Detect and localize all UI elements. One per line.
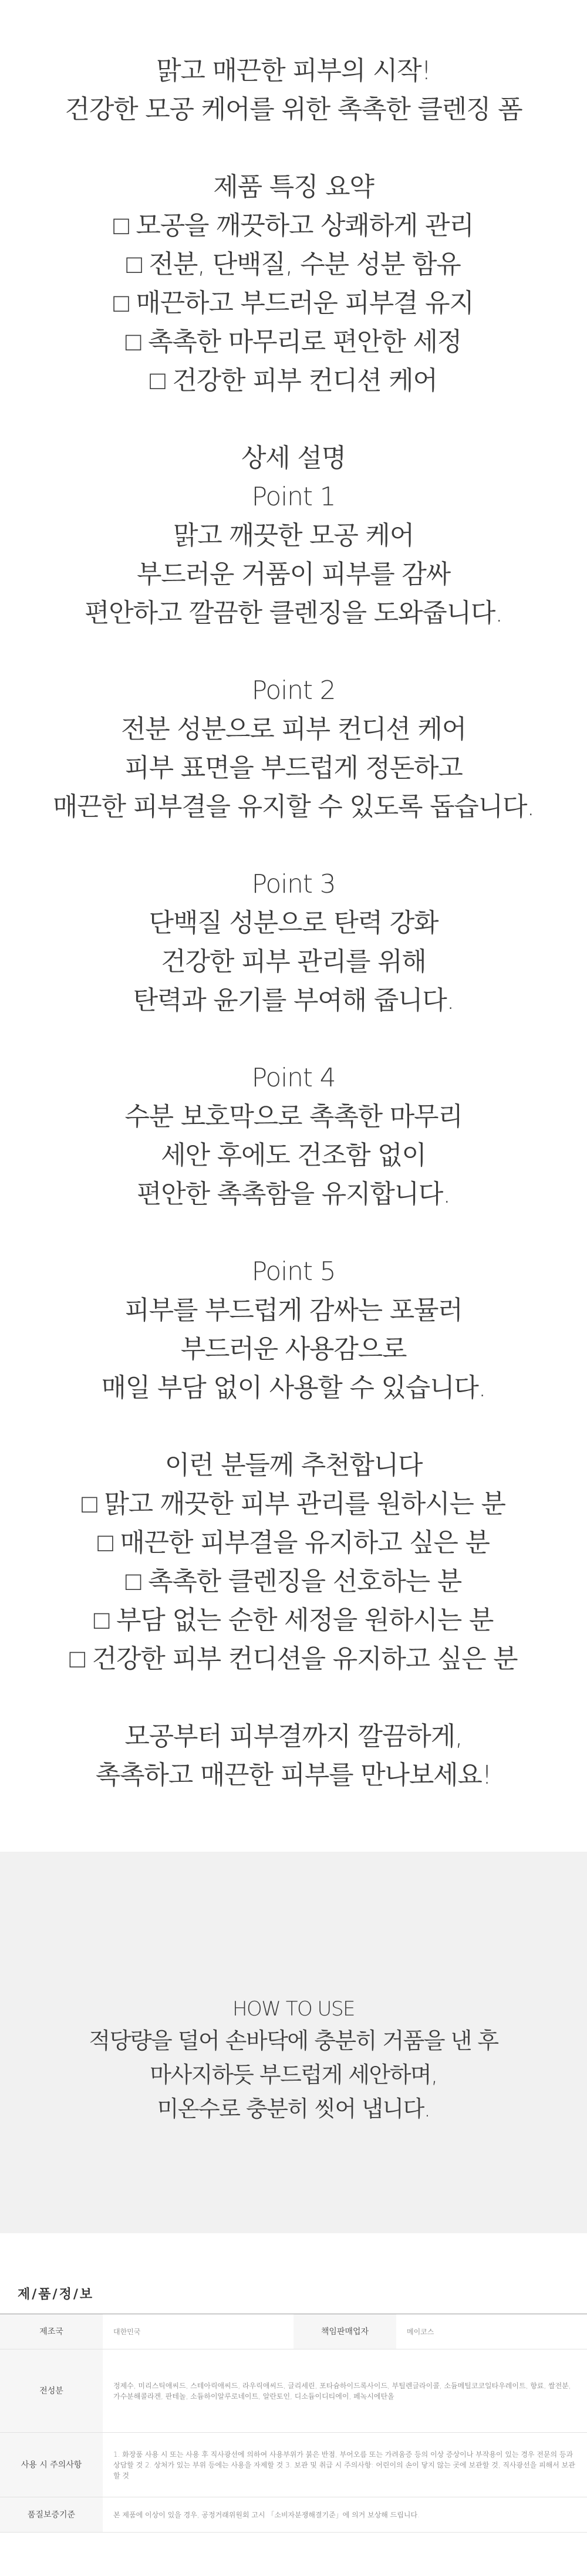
- how-to-use-line: 마사지하듯 부드럽게 세안하며,: [150, 2062, 437, 2088]
- how-to-use-title: HOW TO USE: [232, 1997, 355, 2021]
- summary-title: 제품 특징 요약: [213, 172, 374, 202]
- point-text: 부드러운 거품이 피부를 감싸: [136, 559, 450, 589]
- summary-item: □ 매끈하고 부드러운 피부결 유지: [113, 288, 474, 318]
- ingredients-value: 정제수, 미리스틱애씨드, 스테아릭애씨드, 라우릭애씨드, 글리세린, 포타슘하이드록사이드, 부틸렌글라이콜, 소듐메틸코코일타우레이트, 향료, 쌀전분, 가수분해콜라겐, 판테놀, 소듐하이알루로네이트, 알란토인, 디소듐이디티에이, 페녹시에탄올: [103, 2349, 587, 2433]
- recommend-item: □ 매끈한 피부결을 유지하고 싶은 분: [97, 1528, 490, 1558]
- detail-title: 상세 설명: [241, 443, 346, 473]
- product-description: [0, 52, 587, 1795]
- recommend-title: 이런 분들께 추천합니다: [164, 1450, 423, 1480]
- recommend-item: □ 건강한 피부 컨디션을 유지하고 싶은 분: [69, 1644, 518, 1674]
- point-text: 매끈한 피부결을 유지할 수 있도록 돕습니다.: [52, 792, 535, 822]
- recommend-item: □ 부담 없는 순한 세정을 원하시는 분: [93, 1605, 494, 1635]
- seller-label: 책임판매업자: [294, 2314, 396, 2349]
- origin-value: 대한민국: [103, 2314, 294, 2349]
- ingredients-label: 전성분: [0, 2349, 103, 2433]
- table-row: [0, 2314, 587, 2349]
- product-info-table: [0, 2314, 587, 2533]
- recommend-item: □ 촉촉한 클렌징을 선호하는 분: [125, 1566, 462, 1596]
- warranty-value: 본 제품에 이상이 있을 경우, 공정거래위원회 고시 「소비자분쟁해결기준」에 의거 보상해 드립니다.: [103, 2497, 587, 2533]
- point-label: Point 1: [251, 482, 336, 512]
- product-info-title: 제/품/정/보: [18, 2287, 95, 2302]
- table-row: [0, 2349, 587, 2433]
- caution-value: 1. 화장품 사용 시 또는 사용 후 직사광선에 의하여 사용부위가 붉은 반점, 부어오름 또는 가려움증 등의 이상 증상이나 부작용이 있는 경우 전문의 등과 상담할 것 2. 상처가 있는 부위 등에는 사용을 자제할 것 3. 보관 및 취급 시 주의사항: 어린이의 손이 닿지 않는 곳에 보관할 것, 직사광선을 피해서 보관할 것: [103, 2433, 587, 2497]
- point-text: 편안한 촉촉함을 유지합니다.: [136, 1179, 450, 1209]
- summary-item: □ 건강한 피부 컨디션 케어: [150, 366, 437, 396]
- table-row: [0, 2497, 587, 2533]
- closing-line: 촉촉하고 매끈한 피부를 만나보세요!: [95, 1760, 492, 1790]
- headline-line: 맑고 매끈한 피부의 시작!: [156, 56, 431, 86]
- point-text: 수분 보호막으로 촉촉한 마무리: [124, 1102, 463, 1132]
- headline-line: 건강한 모공 케어를 위한 촉촉한 클렌징 폼: [65, 94, 522, 124]
- point-text: 탄력과 윤기를 부여해 줍니다.: [133, 985, 454, 1015]
- point-text: 세안 후에도 건조함 없이: [161, 1140, 426, 1170]
- point-text: 전분 성분으로 피부 컨디션 케어: [120, 714, 467, 744]
- summary-item: □ 전분, 단백질, 수분 성분 함유: [126, 249, 461, 279]
- summary-item: □ 모공을 깨끗하고 상쾌하게 관리: [113, 211, 474, 241]
- table-row: [0, 2433, 587, 2497]
- point-text: 단백질 성분으로 탄력 강화: [149, 908, 438, 938]
- caution-label: 사용 시 주의사항: [0, 2433, 103, 2497]
- point-text: 부드러운 사용감으로: [180, 1334, 407, 1364]
- point-label: Point 2: [251, 676, 336, 705]
- point-text: 피부 표면을 부드럽게 정돈하고: [124, 753, 463, 783]
- how-to-use-section: [0, 1852, 587, 2233]
- summary-item: □ 촉촉한 마무리로 편안한 세정: [125, 327, 462, 357]
- point-label: Point 3: [251, 869, 336, 899]
- how-to-use-line: 적당량을 덜어 손바닥에 충분히 거품을 낸 후: [89, 2028, 498, 2054]
- recommend-item: □ 맑고 깨끗한 피부 관리를 원하시는 분: [82, 1489, 505, 1519]
- warranty-label: 품질보증기준: [0, 2497, 103, 2533]
- point-text: 피부를 부드럽게 감싸는 포뮬러: [124, 1295, 463, 1325]
- point-text: 편안하고 깔끔한 클렌징을 도와줍니다.: [84, 598, 502, 628]
- point-label: Point 4: [251, 1063, 336, 1093]
- point-text: 맑고 깨끗한 모공 케어: [173, 521, 414, 551]
- product-info-section: [0, 2283, 587, 2533]
- seller-value: 메이코스: [396, 2314, 587, 2349]
- origin-label: 제조국: [0, 2314, 103, 2349]
- point-text: 건강한 피부 관리를 위해: [161, 947, 426, 977]
- how-to-use-line: 미온수로 충분히 씻어 냅니다.: [157, 2096, 430, 2122]
- point-label: Point 5: [251, 1257, 336, 1287]
- point-text: 매일 부담 없이 사용할 수 있습니다.: [101, 1373, 486, 1403]
- closing-line: 모공부터 피부결까지 깔끔하게,: [124, 1721, 463, 1751]
